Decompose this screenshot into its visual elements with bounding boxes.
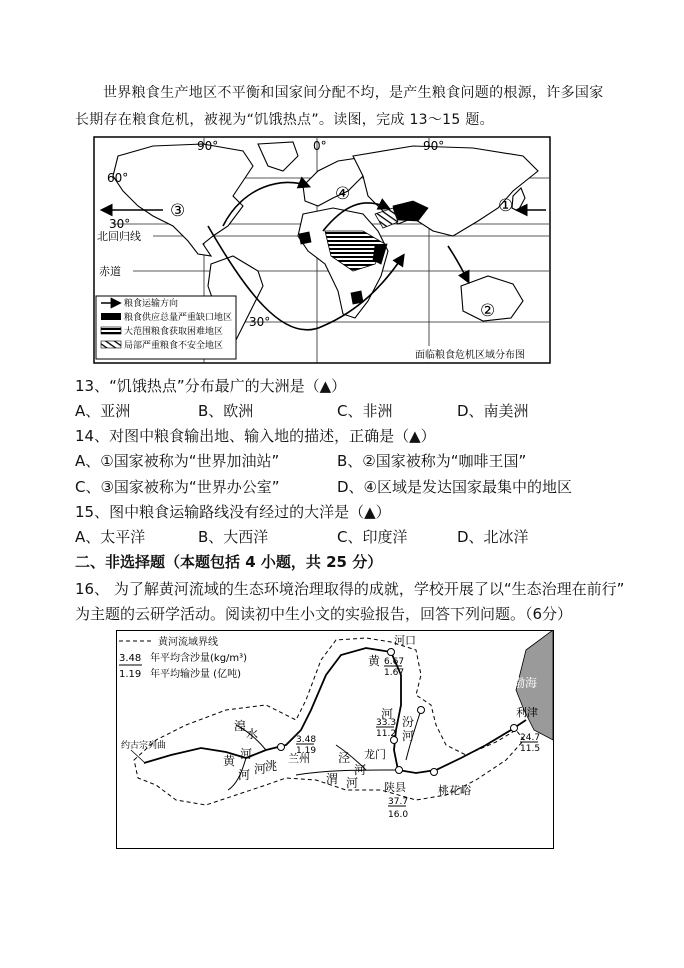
station-hekou-dot	[388, 649, 395, 656]
river-he-char: 河	[240, 747, 253, 761]
light-hatch-icon	[101, 341, 121, 348]
dense-hatch-icon	[101, 327, 121, 334]
q13-option-d: D、南美洲	[457, 402, 529, 420]
question-15-stem: 15、图中粮食运输路线没有经过的大洋是（▲）	[75, 503, 391, 521]
legend-boundary: 黄河流域界线	[158, 637, 218, 648]
west-africa-shortage-region	[299, 232, 311, 244]
region-number-4: ④	[335, 184, 351, 204]
station-lanzhou-dot	[278, 744, 285, 751]
q14-option-d: D、④区域是发达国家最集中的地区	[337, 478, 572, 496]
lon-label-east: 90°	[423, 139, 445, 153]
river-he-mid-char: 河	[381, 707, 394, 721]
q15-option-b: B、大西洋	[198, 528, 269, 546]
river-huangshui-char-2: 水	[246, 727, 259, 741]
station-longmen-values	[376, 718, 396, 739]
legend-sample-top: 3.48	[119, 653, 142, 664]
map-caption: 面临粮食危机区域分布图	[415, 350, 525, 361]
source-label: 约古宗列曲	[121, 741, 167, 751]
legend-item-shortage: 粮食供应总量严重缺口地区	[124, 313, 233, 323]
q15-option-a: A、太平洋	[75, 528, 146, 546]
river-wei-char-2: 河	[346, 776, 359, 790]
lat-label-30n: 30°	[109, 217, 131, 231]
station-lijin-values	[520, 733, 540, 754]
river-he-lower-char: 河	[238, 768, 251, 782]
river-tao-char: 洮	[265, 759, 278, 773]
station-lanzhou-values	[296, 735, 316, 756]
river-jing-char-1: 泾	[338, 751, 351, 765]
legend-item-access: 大范围粮食获取困难地区	[124, 327, 224, 337]
legend-item-transport: 粮食运输方向	[124, 299, 179, 309]
river-tao-he-char: 河	[254, 762, 267, 776]
q15-option-c: C、印度洋	[337, 528, 408, 546]
lon-label-west: 90°	[197, 139, 219, 153]
place-lijin: 利津	[516, 706, 538, 719]
hekou-transport: 1.67	[384, 668, 405, 678]
station-shanxian-dot	[396, 767, 403, 774]
legend-item-insecure: 局部严重粮食不安全地区	[124, 341, 224, 351]
shanxian-transport: 16.0	[388, 810, 409, 820]
lanzhou-transport: 1.19	[296, 746, 317, 756]
place-lanzhou: 兰州	[288, 752, 310, 765]
q14-option-a: A、①国家被称为“世界加油站”	[75, 452, 280, 470]
legend-sample-bottom: 1.19	[119, 669, 142, 680]
longmen-content: 33.3	[376, 718, 397, 728]
legend-sediment-content: 年平均含沙量(kg/m³)	[150, 653, 248, 664]
lijin-transport: 11.5	[520, 744, 541, 754]
station-taohuayu-dot	[431, 769, 438, 776]
sea-label: 渤海	[513, 676, 538, 690]
river-fen-char-1: 汾	[402, 715, 415, 729]
intro-paragraph	[75, 80, 620, 134]
q13-option-a: A、亚洲	[75, 402, 131, 420]
region-number-2: ②	[480, 301, 496, 321]
place-taohuayu: 桃花峪	[438, 784, 471, 797]
region-number-1: ①	[498, 196, 514, 216]
river-huang-upper-char: 黄	[368, 654, 381, 668]
q15-option-d: D、北冰洋	[457, 528, 529, 546]
longmen-transport: 11.2	[376, 729, 397, 739]
region-number-3: ③	[170, 201, 186, 221]
river-fen-char-2: 河	[402, 729, 415, 743]
shanxian-content: 37.7	[388, 797, 409, 807]
station-lijin-dot	[511, 725, 518, 732]
map-legend	[96, 296, 236, 359]
lijin-content: 24.7	[520, 733, 541, 743]
q14-option-c: C、③国家被称为“世界办公室”	[75, 478, 280, 496]
lat-label-60: 60°	[107, 171, 129, 185]
hekou-content: 6.67	[384, 657, 405, 667]
river-huang-char: 黄	[223, 754, 236, 768]
question-16-line-1: 16、 为了解黄河流域的生态环境治理取得的成就，学校开展了以“生态治理在前行”	[75, 580, 625, 598]
lat-label-equator: 赤道	[99, 265, 121, 278]
question-13-stem: 13、“饥饿热点”分布最广的大洲是（▲）	[75, 377, 347, 395]
q14-option-b: B、②国家被称为“咖啡王国”	[337, 452, 527, 470]
river-jing-char-2: 河	[354, 763, 367, 777]
intro-line-2: 长期存在粮食危机，被视为“饥饿热点”。读图，完成 13～15 题。	[75, 112, 494, 128]
lat-label-tropic: 北回归线	[97, 230, 141, 243]
question-14-stem: 14、对图中粮食输出地、输入地的描述，正确是（▲）	[75, 427, 436, 445]
section-2-title: 二、非选择题（本题包括 4 小题，共 25 分）	[75, 553, 383, 571]
intro-line-1: 世界粮食生产地区不平衡和国家间分配不均，是产生粮食问题的根源，许多国家	[103, 85, 604, 101]
lon-label-zero: 0°	[313, 139, 327, 153]
question-16-line-2: 为主题的云研学活动。阅读初中生小文的实验报告，回答下列问题。（6分）	[75, 605, 573, 623]
legend-sediment-transport: 年平均输沙量 (亿吨)	[150, 669, 241, 680]
river-wei-char-1: 渭	[326, 772, 339, 786]
place-shanxian: 陕县	[384, 781, 406, 794]
lat-label-30s: 30°	[249, 315, 271, 329]
fen-source-dot	[418, 707, 425, 714]
station-hekou-values	[384, 657, 404, 678]
place-longmen: 龙门	[364, 748, 386, 761]
q13-option-b: B、欧洲	[198, 402, 254, 420]
lanzhou-content: 3.48	[296, 735, 317, 745]
world-food-crisis-map	[93, 136, 551, 364]
yellow-river-map	[116, 630, 554, 850]
place-hekou: 河口	[394, 634, 416, 647]
q13-option-c: C、非洲	[337, 402, 393, 420]
river-huangshui-char-1: 湟	[234, 719, 247, 733]
solid-fill-icon	[101, 313, 121, 320]
